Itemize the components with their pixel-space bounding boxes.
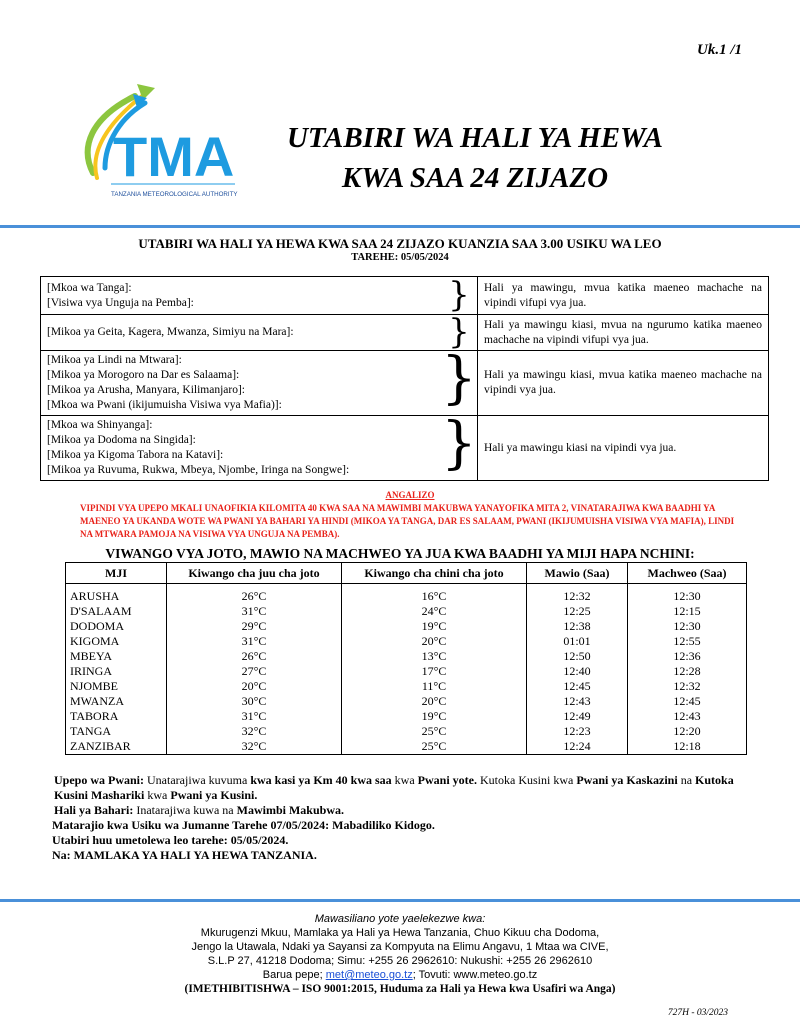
sunrise-cell: 01:01: [527, 634, 628, 649]
max-temp-cell: 26°C: [167, 649, 342, 664]
sunset-cell: 12:55: [628, 634, 747, 649]
sunset-cell: 12:30: [628, 619, 747, 634]
min-temp-cell: 19°C: [342, 709, 527, 724]
sunrise-cell: 12:23: [527, 724, 628, 739]
sunset-cell: 12:15: [628, 604, 747, 619]
min-temp-cell: 11°C: [342, 679, 527, 694]
city-cell: KIGOMA: [66, 634, 167, 649]
col-header-city: MJI: [66, 563, 167, 584]
bottom-divider: [0, 899, 800, 902]
certification-note: (IMETHIBITISHWA – ISO 9001:2015, Huduma za Hali ya Hewa kwa Usafiri wa Anga): [184, 983, 616, 995]
table-row: [66, 584, 747, 605]
region-forecast: Hali ya mawingu kiasi, mvua katika maeneo machache na vipindi vya jua.: [478, 351, 769, 416]
max-temp-cell: 32°C: [167, 739, 342, 755]
city-cell: ZANZIBAR: [66, 739, 167, 755]
contact-line-4: Barua pepe; met@meteo.go.tz; Tovuti: www.meteo.go.tz: [262, 969, 538, 981]
min-temp-cell: 24°C: [342, 604, 527, 619]
col-header-sunset: Machweo (Saa): [628, 563, 747, 584]
warning-heading: ANGALIZO: [385, 490, 435, 500]
main-title: [250, 118, 700, 198]
region-row: [41, 351, 769, 416]
sunset-cell: 12:30: [628, 584, 747, 605]
region-names: [Mkoa wa Shinyanga]: [Mikoa ya Dodoma na Singida]: [Mikoa ya Kigoma Tabora na Katavi]: [Mikoa ya Ruvuma, Rukwa, Mbeya, Njombe, Iringa na Songwe]:: [41, 416, 442, 481]
city-cell: TABORA: [66, 709, 167, 724]
min-temp-cell: 17°C: [342, 664, 527, 679]
top-divider: [0, 225, 800, 228]
regional-forecast-table: [40, 276, 769, 481]
table-row: [66, 739, 747, 755]
issuer-note: Na: MAMLAKA YA HALI YA HEWA TANZANIA.: [52, 848, 317, 862]
min-temp-cell: 25°C: [342, 739, 527, 755]
table-row: [66, 694, 747, 709]
warning-block: [80, 489, 740, 541]
sunrise-cell: 12:40: [527, 664, 628, 679]
logo-letters: TMA: [113, 125, 235, 188]
sea-state-note: Hali ya Bahari: Inatarajiwa kuwa na Mawimbi Makubwa.: [54, 803, 344, 817]
forecast-date: TAREHE: 05/05/2024: [351, 252, 449, 263]
max-temp-cell: 29°C: [167, 619, 342, 634]
temperature-table-title: VIWANGO VYA JOTO, MAWIO NA MACHWEO YA JUA KWA BAADHI YA MIJI HAPA NCHINI:: [105, 546, 695, 561]
city-cell: IRINGA: [66, 664, 167, 679]
region-forecast: Hali ya mawingu, mvua katika maeneo machache na vipindi vifupi vya jua.: [478, 277, 769, 315]
city-cell: MWANZA: [66, 694, 167, 709]
forecast-subtitle: UTABIRI WA HALI YA HEWA KWA SAA 24 ZIJAZO KUANZIA SAA 3.00 USIKU WA LEO: [138, 236, 662, 251]
table-row: [66, 664, 747, 679]
max-temp-cell: 31°C: [167, 604, 342, 619]
max-temp-cell: 20°C: [167, 679, 342, 694]
region-names: [Mikoa ya Geita, Kagera, Mwanza, Simiyu na Mara]:: [41, 315, 442, 351]
region-row: [41, 416, 769, 481]
region-row: [41, 277, 769, 315]
region-names: [Mkoa wa Tanga]: [Visiwa vya Unguja na Pemba]:: [41, 277, 442, 315]
min-temp-cell: 13°C: [342, 649, 527, 664]
contact-line-1: Mkurugenzi Mkuu, Mamlaka ya Hali ya Hewa Tanzania, Chuo Kikuu cha Dodoma,: [200, 927, 600, 939]
coast-wind-note: Upepo wa Pwani: Unatarajiwa kuvuma kwa kasi ya Km 40 kwa saa kwa Pwani yote. Kutoka Kusini kwa Pwani ya Kaskazini na Kutoka Kusini Mashariki kwa Pwani ya Kusini.: [54, 773, 734, 802]
logo-caption: TANZANIA METEOROLOGICAL AUTHORITY: [111, 191, 238, 198]
max-temp-cell: 31°C: [167, 634, 342, 649]
col-header-sunrise: Mawio (Saa): [527, 563, 628, 584]
table-row: [66, 649, 747, 664]
city-cell: ARUSHA: [66, 584, 167, 605]
brace-icon: }: [441, 416, 478, 481]
email-link[interactable]: met@meteo.go.tz: [325, 969, 413, 981]
city-cell: D'SALAAM: [66, 604, 167, 619]
sunrise-cell: 12:43: [527, 694, 628, 709]
sunrise-cell: 12:38: [527, 619, 628, 634]
region-forecast: Hali ya mawingu kiasi, mvua na ngurumo katika maeneo machache na vipindi vifupi vya jua.: [478, 315, 769, 351]
issued-note: Utabiri huu umetolewa leo tarehe: 05/05/2024.: [52, 833, 289, 847]
brace-icon: }: [441, 351, 478, 416]
sunrise-cell: 12:24: [527, 739, 628, 755]
contact-line-2: Jengo la Utawala, Ndaki ya Sayansi za Kompyuta na Elimu Angavu, 1 Mtaa wa CIVE,: [191, 941, 609, 953]
col-header-max: Kiwango cha juu cha joto: [167, 563, 342, 584]
temperature-table: [65, 562, 747, 755]
sunrise-cell: 12:50: [527, 649, 628, 664]
sunset-cell: 12:28: [628, 664, 747, 679]
city-cell: MBEYA: [66, 649, 167, 664]
brace-icon: }: [441, 315, 478, 351]
page-reference: Uk.1 /1: [697, 42, 742, 58]
sunset-cell: 12:18: [628, 739, 747, 755]
min-temp-cell: 16°C: [342, 584, 527, 605]
table-row: [66, 604, 747, 619]
sunset-cell: 12:45: [628, 694, 747, 709]
title-line-1: UTABIRI WA HALI YA HEWA: [286, 122, 664, 154]
table-row: [66, 724, 747, 739]
min-temp-cell: 19°C: [342, 619, 527, 634]
min-temp-cell: 20°C: [342, 634, 527, 649]
city-cell: TANGA: [66, 724, 167, 739]
sunrise-cell: 12:25: [527, 604, 628, 619]
sunset-cell: 12:32: [628, 679, 747, 694]
brace-icon: }: [441, 277, 478, 315]
min-temp-cell: 20°C: [342, 694, 527, 709]
region-row: [41, 315, 769, 351]
title-line-2: KWA SAA 24 ZIJAZO: [341, 162, 609, 194]
table-row: [66, 679, 747, 694]
sunrise-cell: 12:45: [527, 679, 628, 694]
sunrise-cell: 12:49: [527, 709, 628, 724]
contact-intro: Mawasiliano yote yaelekezwe kwa:: [314, 913, 486, 925]
table-row: [66, 709, 747, 724]
max-temp-cell: 27°C: [167, 664, 342, 679]
city-cell: NJOMBE: [66, 679, 167, 694]
sunset-cell: 12:43: [628, 709, 747, 724]
max-temp-cell: 32°C: [167, 724, 342, 739]
max-temp-cell: 30°C: [167, 694, 342, 709]
warning-text: VIPINDI VYA UPEPO MKALI UNAOFIKIA KILOMITA 40 KWA SAA NA MAWIMBI MAKUBWA YANAYOFIKA MITA 2, VINATARAJIWA KWA BAADHI YA MAENEO YA UKANDA WOTE WA PWANI YA BAHARI YA HINDI (MIKOA YA TANGA, DAR ES SALAAM, PWANI (IKIJUMUISHA VISIWA VYA MAFIA), LINDI NA MTWARA PAMOJA NA VISIWA VYA UNGUJA NA PEMBA).: [80, 503, 735, 539]
city-cell: DODOMA: [66, 619, 167, 634]
region-names: [Mikoa ya Lindi na Mtwara]: [Mikoa ya Morogoro na Dar es Salaama]: [Mikoa ya Arusha, Manyara, Kilimanjaro]: [Mkoa wa Pwani (ikijumuisha Visiwa vya Mafia)]:: [41, 351, 442, 416]
tma-logo: [75, 78, 245, 208]
sunrise-cell: 12:32: [527, 584, 628, 605]
notes-block: [52, 773, 752, 863]
max-temp-cell: 26°C: [167, 584, 342, 605]
table-row: [66, 634, 747, 649]
document-code: 727H - 03/2023: [667, 1008, 728, 1018]
sunset-cell: 12:36: [628, 649, 747, 664]
max-temp-cell: 31°C: [167, 709, 342, 724]
outlook-note: Matarajio kwa Usiku wa Jumanne Tarehe 07/05/2024: Mabadiliko Kidogo.: [52, 818, 435, 832]
table-row: [66, 619, 747, 634]
sunset-cell: 12:20: [628, 724, 747, 739]
contact-line-3: S.L.P 27, 41218 Dodoma; Simu: +255 26 2962610: Nukushi: +255 26 2962610: [207, 955, 593, 967]
region-forecast: Hali ya mawingu kiasi na vipindi vya jua.: [478, 416, 769, 481]
col-header-min: Kiwango cha chini cha joto: [342, 563, 527, 584]
min-temp-cell: 25°C: [342, 724, 527, 739]
contact-footer: [0, 912, 800, 996]
